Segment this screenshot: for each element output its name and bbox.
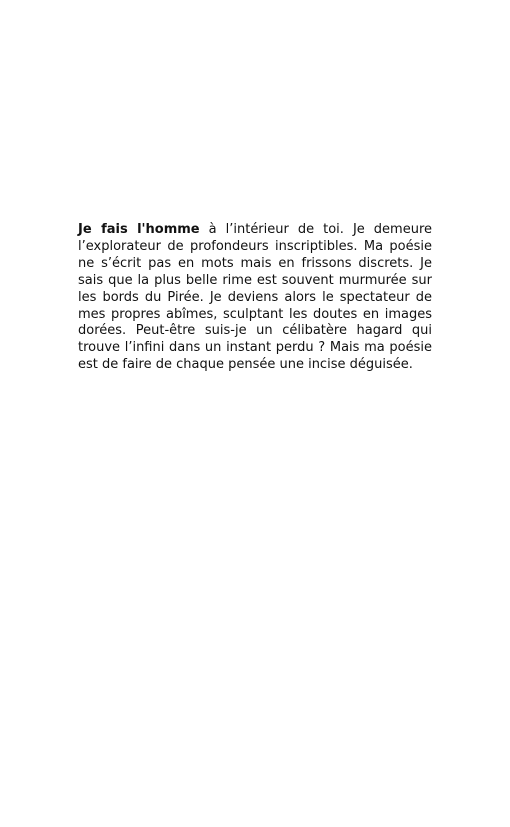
lead-phrase: Je fais l'homme [78, 222, 200, 237]
paragraph [78, 222, 432, 374]
paragraph-body: à l’intérieur de toi. Je demeure l’explorateur de profondeurs inscriptibles. Ma poésie ne s’écrit pas en mots mais en frissons discrets. Je sais que la plus belle rime est souvent murmurée sur les bords du Pirée. Je deviens alors le spectateur de mes propres abîmes, sculptant les doutes en images dorées. Peut-être suis-je un célibatère hagard qui trouve l’infini dans un instant perdu ? Mais ma poésie est de faire de chaque pensée une incise déguisée. [78, 222, 432, 373]
text-block [78, 222, 432, 374]
